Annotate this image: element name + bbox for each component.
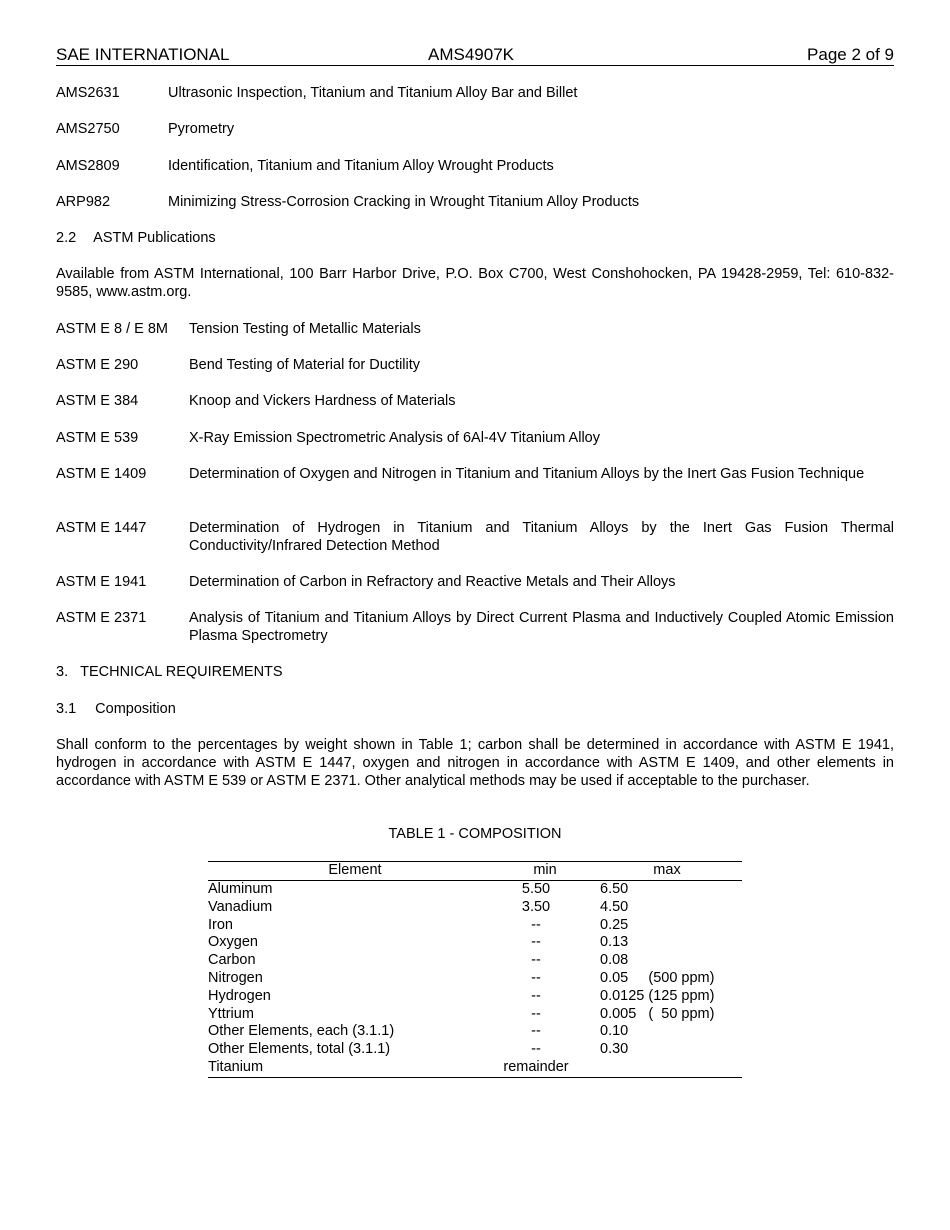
cell-max: 0.30 [600, 1041, 629, 1058]
reference-title: Knoop and Vickers Hardness of Materials [189, 393, 456, 409]
table-row [208, 1041, 742, 1059]
reference-title: Determination of Hydrogen in Titanium and Titanium Alloys by the Inert Gas Fusion Thermal Conductivity/Infrared Detection Method [189, 520, 894, 554]
section-2-2-heading [56, 229, 216, 247]
section-3-heading [56, 663, 283, 681]
cell-max: 0.05 (500 ppm) [600, 970, 715, 986]
cell-element: Iron [208, 916, 233, 933]
reference-code: ASTM E 2371 [56, 610, 147, 626]
reference-title: Determination of Carbon in Refractory and Reactive Metals and Their Alloys [189, 574, 676, 590]
section-title: ASTM Publications [93, 230, 216, 246]
table-row [208, 881, 742, 899]
cell-max: 0.10 [600, 1023, 629, 1040]
table-bottom-rule [208, 1077, 742, 1078]
table-row [208, 952, 742, 970]
section-number: 3.1 [56, 701, 77, 717]
cell-element: Titanium [208, 1059, 264, 1075]
cell-min: 5.50 [521, 881, 551, 897]
reference-title: Pyrometry [168, 121, 235, 137]
header-page-number: Page 2 of 9 [807, 45, 894, 64]
cell-element: Hydrogen [208, 987, 271, 1004]
table-row [208, 899, 742, 917]
cell-max: 0.13 [600, 934, 629, 951]
reference-title: Ultrasonic Inspection, Titanium and Titanium Alloy Bar and Billet [168, 85, 578, 101]
cell-min: -- [531, 916, 541, 933]
reference-code: ASTM E 1409 [56, 466, 147, 482]
cell-element: Yttrium [208, 1005, 254, 1022]
reference-title: Identification, Titanium and Titanium Alloy Wrought Products [168, 158, 554, 174]
cell-element: Vanadium [208, 898, 273, 915]
cell-max: 0.08 [600, 952, 629, 969]
reference-code: AMS2809 [56, 158, 120, 174]
page-header [56, 44, 894, 66]
cell-max: 0.005 ( 50 ppm) [600, 1005, 715, 1022]
section-number: 3. [56, 664, 69, 680]
reference-title: Tension Testing of Metallic Materials [189, 321, 421, 337]
cell-element: Other Elements, total (3.1.1) [208, 1041, 391, 1058]
document-page [56, 0, 894, 1230]
section-title: TECHNICAL REQUIREMENTS [80, 664, 283, 680]
reference-title: Bend Testing of Material for Ductility [189, 357, 421, 373]
cell-min: -- [531, 934, 541, 951]
table-row [208, 1059, 742, 1077]
section-title: Composition [95, 701, 176, 717]
cell-max: 0.25 [600, 916, 629, 933]
reference-title: Analysis of Titanium and Titanium Alloys by Direct Current Plasma and Inductively Coupled Atomic Emission Plasma Spectrometry [189, 610, 894, 644]
cell-min: -- [531, 952, 541, 969]
cell-max: 4.50 [600, 898, 629, 915]
reference-code: AMS2631 [56, 85, 120, 101]
cell-element: Carbon [208, 952, 256, 969]
table-title: TABLE 1 - COMPOSITION [388, 826, 562, 842]
reference-title: X-Ray Emission Spectrometric Analysis of 6Al-4V Titanium Alloy [189, 430, 600, 446]
section-3-1-heading [56, 700, 176, 718]
composition-paragraph: Shall conform to the percentages by weight shown in Table 1; carbon shall be determined in accordance with ASTM E 1941, hydrogen in accordance with ASTM E 1447, oxygen and nitrogen in accordance with ASTM E 1409, and other elements in accordance with ASTM E 539 or ASTM E 2371. Other analytical methods may be used if acceptable to the purchaser. [56, 737, 894, 789]
reference-title: Minimizing Stress-Corrosion Cracking in Wrought Titanium Alloy Products [168, 194, 640, 210]
column-header-min: min [533, 862, 557, 878]
column-header-element: Element [328, 862, 382, 878]
cell-min: -- [531, 1023, 541, 1040]
reference-code: AMS2750 [56, 121, 120, 137]
cell-max: 0.0125 (125 ppm) [600, 987, 715, 1004]
cell-min: -- [531, 970, 541, 986]
table-row [208, 988, 742, 1006]
table-row [208, 1023, 742, 1041]
reference-code: ASTM E 290 [56, 357, 139, 373]
header-document-number: AMS4907K [428, 45, 514, 64]
cell-min: remainder [503, 1059, 569, 1075]
table-row [208, 1006, 742, 1024]
reference-code: ASTM E 384 [56, 393, 139, 409]
cell-element: Oxygen [208, 934, 258, 951]
cell-min: 3.50 [521, 898, 551, 915]
reference-code: ASTM E 8 / E 8M [56, 321, 168, 337]
cell-min: -- [531, 1041, 541, 1058]
column-header-max: max [653, 862, 681, 878]
cell-min: -- [531, 987, 541, 1004]
cell-element: Other Elements, each (3.1.1) [208, 1023, 395, 1040]
table-row [208, 917, 742, 935]
cell-min: -- [531, 1005, 541, 1022]
reference-code: ASTM E 1941 [56, 574, 147, 590]
reference-code: ASTM E 539 [56, 430, 139, 446]
table-row [208, 970, 742, 988]
astm-availability-paragraph: Available from ASTM International, 100 Barr Harbor Drive, P.O. Box C700, West Conshohocken, PA 19428-2959, Tel: 610-832-9585, www.astm.org. [56, 266, 894, 300]
reference-code: ASTM E 1447 [56, 520, 147, 536]
cell-max: 6.50 [600, 881, 629, 897]
cell-element: Aluminum [208, 881, 273, 897]
table-row [208, 934, 742, 952]
reference-code: ARP982 [56, 194, 111, 210]
cell-element: Nitrogen [208, 970, 263, 986]
section-number: 2.2 [56, 230, 77, 246]
header-organization: SAE INTERNATIONAL [56, 45, 230, 64]
reference-title: Determination of Oxygen and Nitrogen in Titanium and Titanium Alloys by the Inert Gas Fusion Technique [189, 466, 865, 482]
